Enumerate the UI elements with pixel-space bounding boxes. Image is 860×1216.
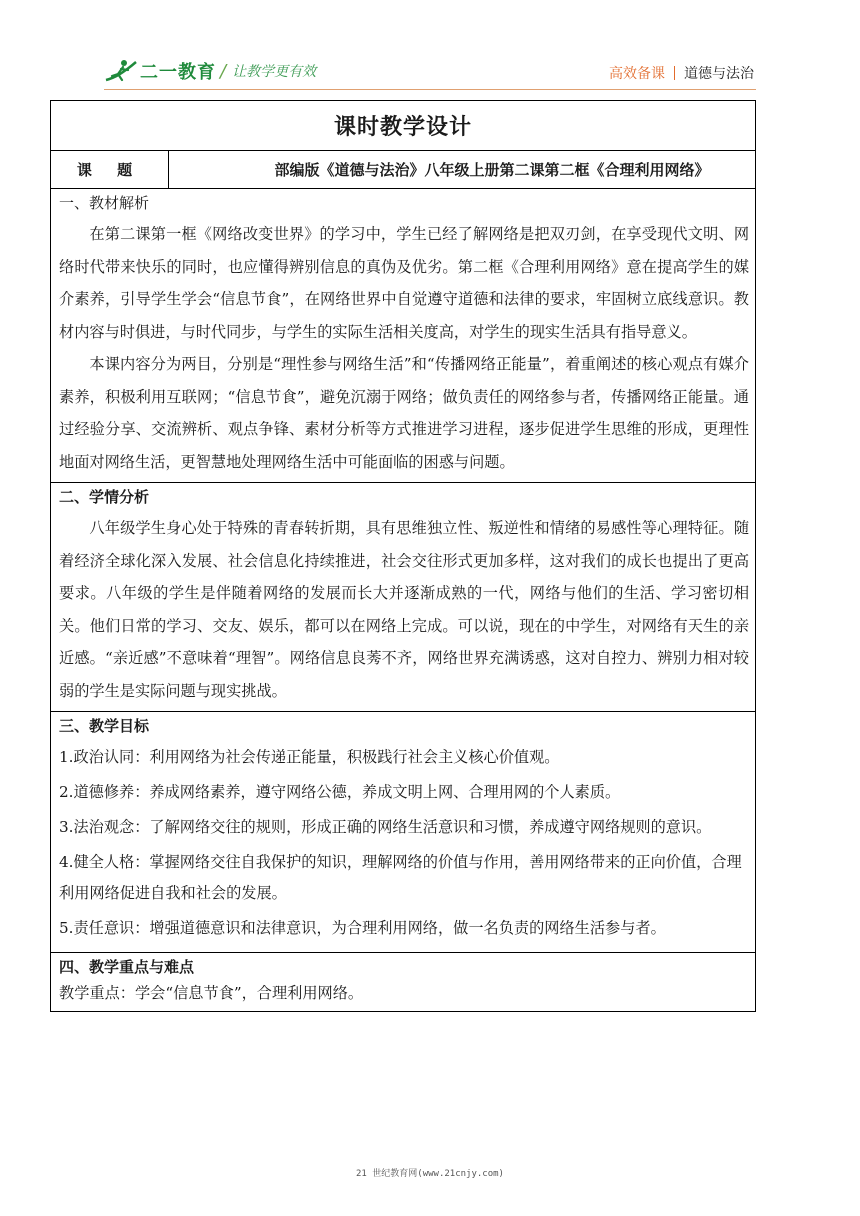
header-tag: 高效备课 xyxy=(609,66,665,82)
header-tags xyxy=(609,63,754,83)
section-student-analysis xyxy=(51,483,755,712)
page-header xyxy=(0,0,860,100)
section-textbook-analysis xyxy=(51,189,755,483)
paragraph: 八年级学生身心处于特殊的青春转折期，具有思维独立性、叛逆性和情绪的易感性等心理特征。随着经济全球化深入发展、社会信息化持续推进，社会交往形式更加多样，这对我们的成长也提出了更高要求。八年级的学生是伴随着网络的发展而长大并逐渐成熟的一代，网络与他们的生活、学习密切相关。他们日常的学习、交友、娱乐，都可以在网络上完成。可以说，现在的中学生，对网络有天生的亲近感。“亲近感”不意味着“理智”。网络信息良莠不齐，网络世界充满诱惑，这对自控力、辨别力相对较弱的学生是实际问题与现实挑战。 xyxy=(59,519,749,700)
goal-item: 5.责任意识：增强道德意识和法律意识，为合理利用网络，做一名负责的网络生活参与者。 xyxy=(59,919,666,937)
goal-item: 3.法治观念：了解网络交往的规则，形成正确的网络生活意识和习惯，养成遵守网络规则的意识。 xyxy=(59,818,712,836)
header-subject: 道德与法治 xyxy=(684,66,754,82)
goal-item: 1.政治认同：利用网络为社会传递正能量，积极践行社会主义核心价值观。 xyxy=(59,748,560,766)
brand-name: 二一教育 xyxy=(140,62,216,83)
topic-value: 部编版《道德与法治》八年级上册第二课第二框《合理利用网络》 xyxy=(274,161,710,179)
paragraph: 在第二课第一框《网络改变世界》的学习中，学生已经了解网络是把双刃剑，在享受现代文明、网络时代带来快乐的同时，也应懂得辨别信息的真伪及优劣。第二框《合理利用网络》意在提高学生的媒介素养，引导学生学会“信息节食”，在网络世界中自觉遵守道德和法律的要求，牢固树立底线意识。教材内容与时俱进，与时代同步，与学生的实际生活相关度高，对学生的现实生活具有指导意义。 xyxy=(59,225,749,341)
page-footer: 21 世纪教育网(www.21cnjy.com) xyxy=(356,1169,504,1179)
section-heading: 三、教学目标 xyxy=(59,717,150,735)
section-key-difficult-points xyxy=(51,953,755,1012)
goal-item: 2.道德修养：养成网络素养，遵守网络公德，养成文明上网、合理用网的个人素质。 xyxy=(59,783,621,801)
runner-logo-icon xyxy=(104,58,138,84)
section-teaching-goals xyxy=(51,712,755,953)
section-heading: 二、学情分析 xyxy=(59,488,150,506)
section-heading: 一、教材解析 xyxy=(59,194,150,212)
topic-label: 课 题 xyxy=(51,151,169,188)
paragraph: 本课内容分为两目，分别是“理性参与网络生活”和“传播网络正能量”，着重阐述的核心观点有媒介素养，积极利用互联网；“信息节食”，避免沉溺于网络；做负责任的网络参与者，传播网络正能量。通过经验分享、交流辨析、观点争锋、素材分析等方式推进学习进程，逐步促进学生思维的形成，更理性地面对网络生活，更智慧地处理网络生活中可能面临的困惑与问题。 xyxy=(59,355,749,471)
brand-separator: / xyxy=(220,60,227,82)
section-heading: 四、教学重点与难点 xyxy=(59,958,195,976)
key-point: 教学重点：学会“信息节食”，合理利用网络。 xyxy=(59,984,364,1002)
lesson-design-table xyxy=(50,100,756,1012)
topic-row xyxy=(51,151,755,189)
goal-item: 4.健全人格：掌握网络交往自我保护的知识，理解网络的价值与作用，善用网络带来的正向价值，合理利用网络促进自我和社会的发展。 xyxy=(59,853,742,902)
header-divider xyxy=(674,66,675,80)
document-title: 课时教学设计 xyxy=(51,101,755,151)
brand-logo xyxy=(104,58,316,84)
header-rule xyxy=(104,89,756,90)
brand-slogan: 让教学更有效 xyxy=(232,64,317,80)
